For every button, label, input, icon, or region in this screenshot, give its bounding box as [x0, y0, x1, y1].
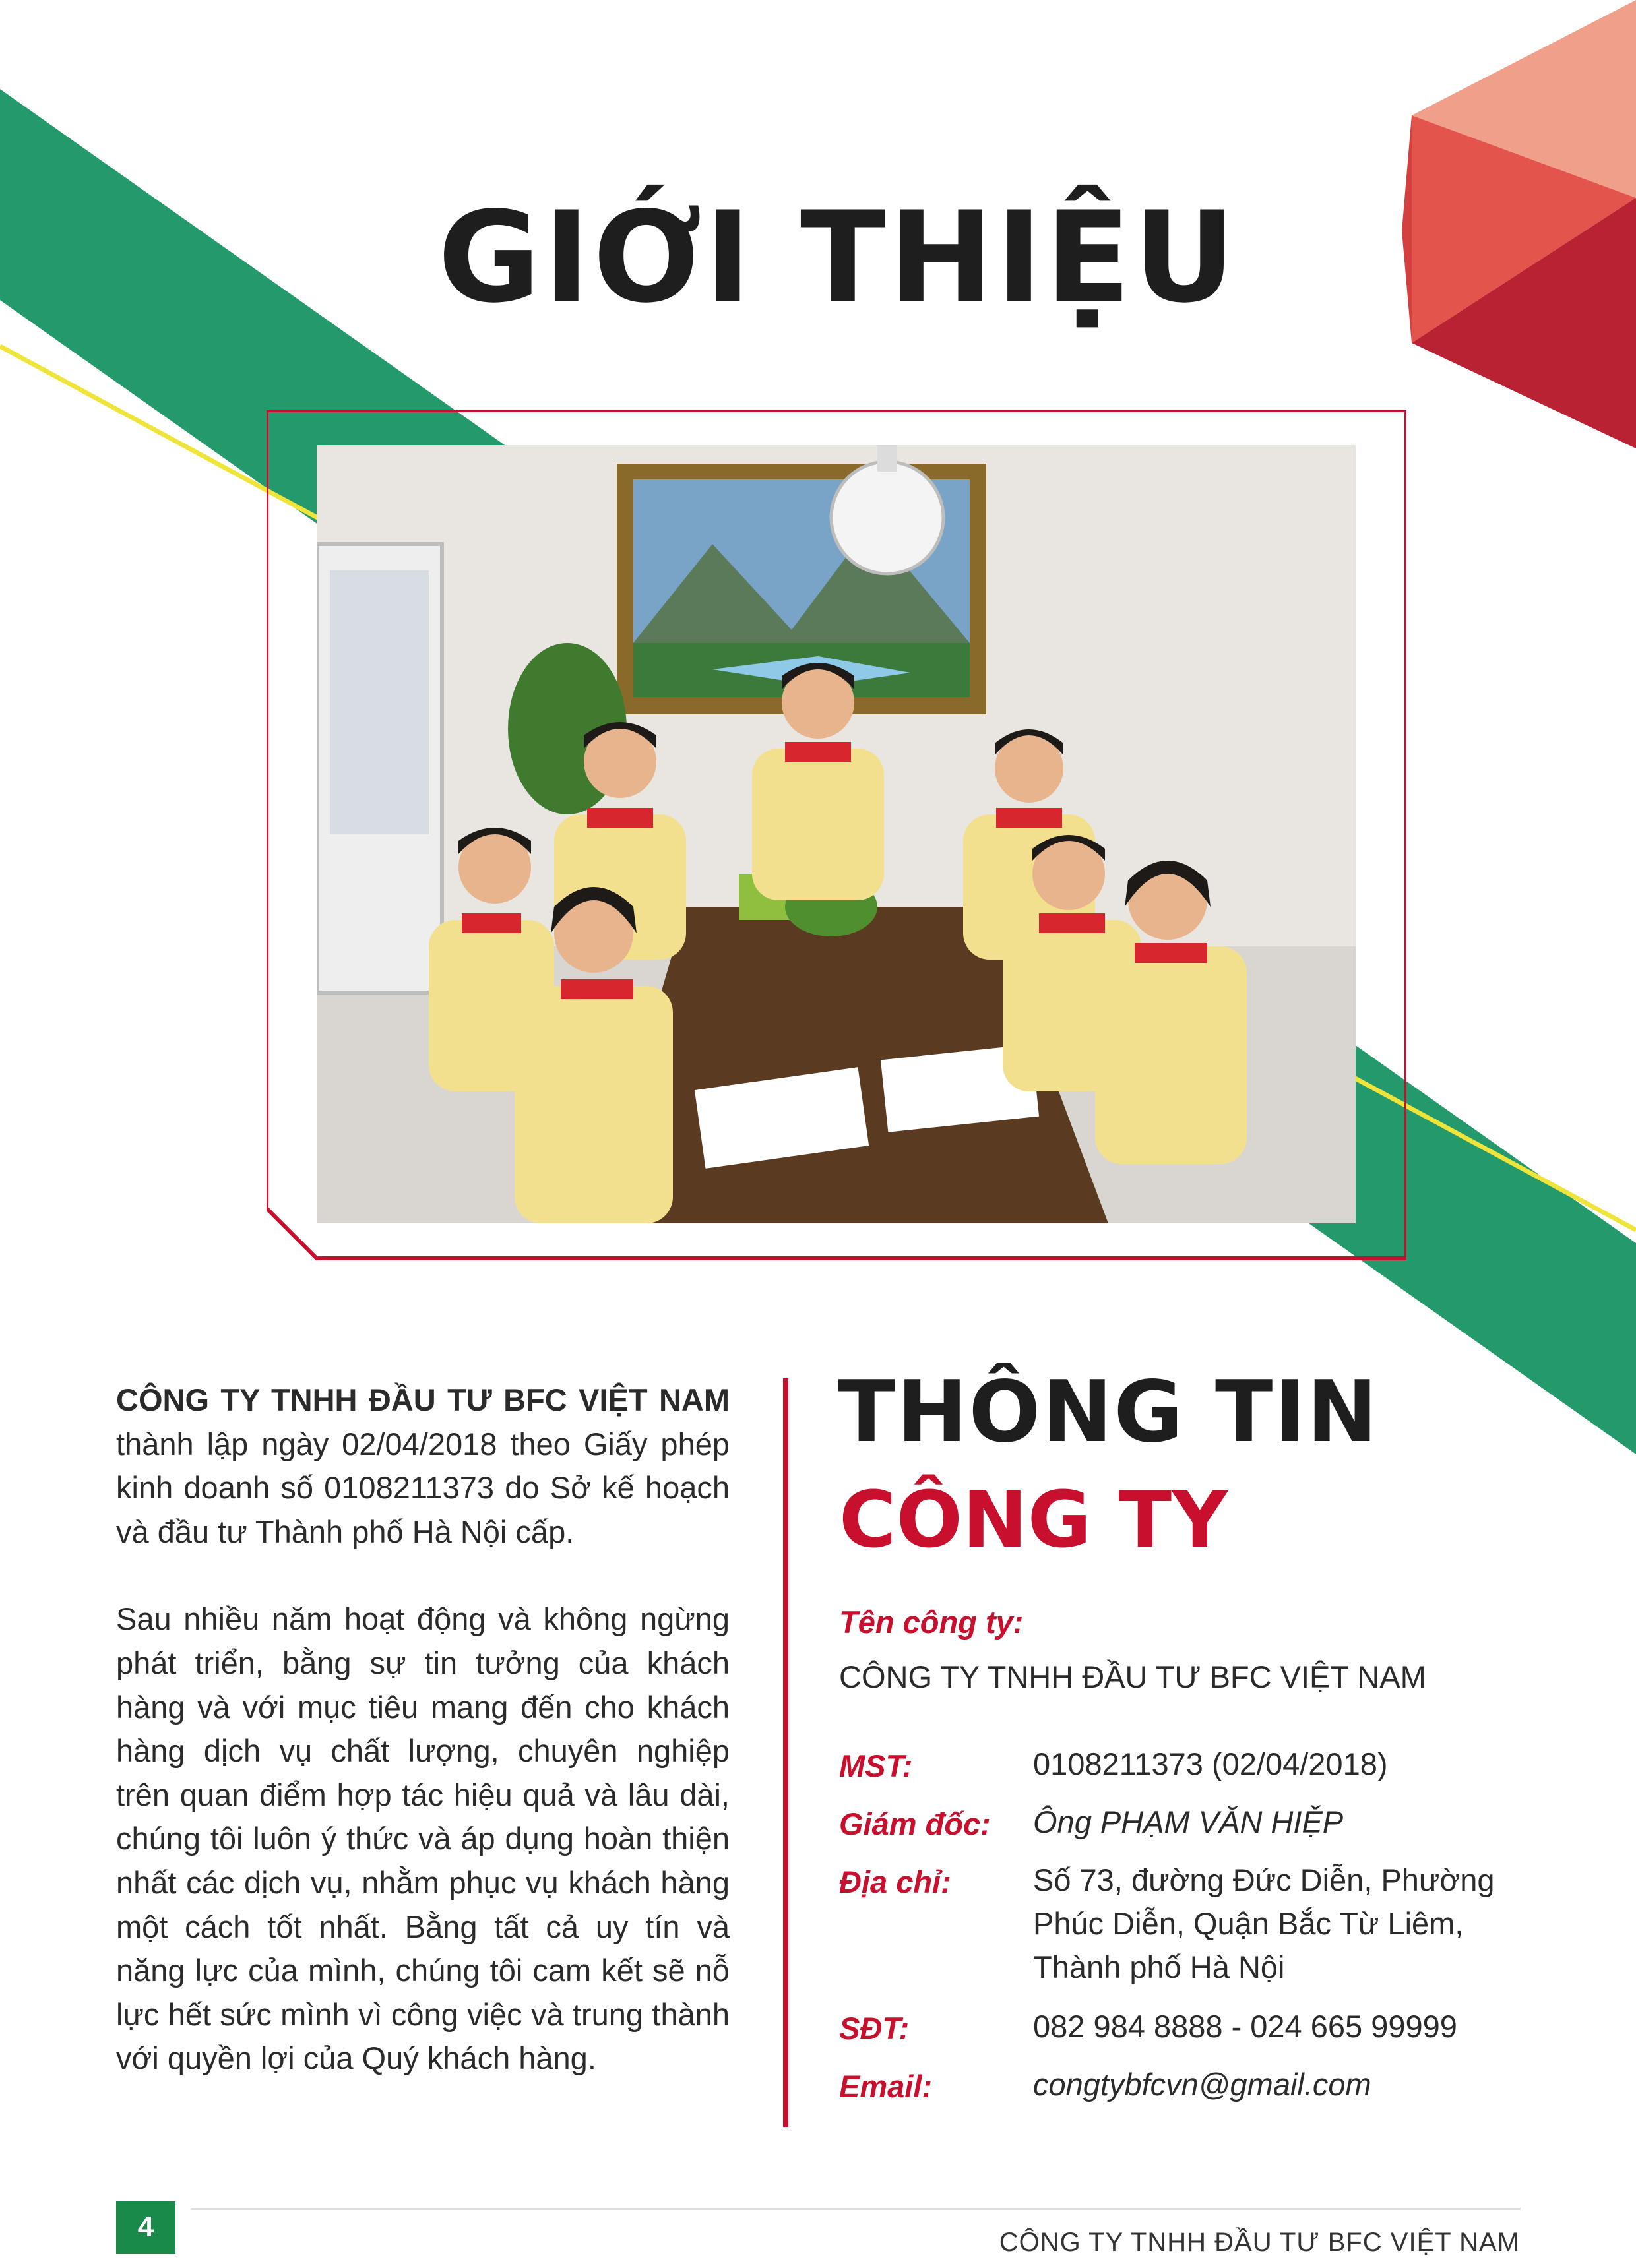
- email-value: congtybfcvn@gmail.com: [1033, 2067, 1371, 2102]
- address-label: Địa chỉ:: [839, 1864, 951, 1899]
- mst-label: MST:: [839, 1748, 913, 1783]
- team-photo: [317, 445, 1356, 1223]
- vertical-divider: [783, 1378, 788, 2127]
- page-number: 4: [137, 2211, 154, 2243]
- info-subheading: CÔNG TY: [839, 1474, 1228, 1565]
- intro-paragraph-1-text: thành lập ngày 02/04/2018 theo Giấy phép kinh doanh số 0108211373 do Sở kế hoạch và đầu tư Thành phố Hà Nội cấp.: [116, 1426, 730, 1549]
- mst-value: 0108211373 (02/04/2018): [1033, 1746, 1388, 1781]
- director-value: Ông PHẠM VĂN HIỆP: [1033, 1804, 1344, 1839]
- address-line-2: Phúc Diễn, Quận Bắc Từ Liêm,: [1033, 1906, 1464, 1941]
- address-line-3: Thành phố Hà Nội: [1033, 1949, 1285, 1984]
- intro-text: [116, 1378, 730, 2124]
- page-title: GIỚI THIỆU: [437, 185, 1238, 330]
- director-label: Giám đốc:: [839, 1806, 991, 1841]
- email-label: Email:: [839, 2069, 933, 2104]
- address-line-1: Số 73, đường Đức Diễn, Phường: [1033, 1862, 1495, 1897]
- company-name-bold: CÔNG TY TNHH ĐẦU TƯ BFC VIỆT NAM: [116, 1382, 730, 1417]
- wall-fan: [831, 462, 943, 574]
- company-label: Tên công ty:: [839, 1605, 1024, 1640]
- phone-value: 082 984 8888 - 024 665 99999: [1033, 2009, 1457, 2044]
- phone-label: SĐT:: [839, 2011, 910, 2046]
- company-value: CÔNG TY TNHH ĐẦU TƯ BFC VIỆT NAM: [839, 1659, 1426, 1694]
- footer-company: CÔNG TY TNHH ĐẦU TƯ BFC VIỆT NAM: [999, 2228, 1520, 2257]
- footer-line: [191, 2208, 1521, 2210]
- intro-paragraph-1: [116, 1378, 730, 1554]
- info-heading: THÔNG TIN: [838, 1363, 1379, 1461]
- intro-paragraph-2: Sau nhiều năm hoạt động và không ngừng phát triển, bằng sự tin tưởng của khách hàng và với mục tiêu mang đến cho khách hàng dịch vụ chất lượng, chuyên nghiệp trên quan điểm hợp tác hiệu quả và lâu dài, chúng tôi luôn ý thức và áp dụng hoàn thiện nhất các dịch vụ, nhằm phục vụ khách hàng một cách tốt nhất. Bằng tất cả uy tín và năng lực của mình, chúng tôi cam kết sẽ nỗ lực hết sức mình vì công việc và trung thành với quyền lợi của Quý khách hàng.: [116, 1601, 730, 2076]
